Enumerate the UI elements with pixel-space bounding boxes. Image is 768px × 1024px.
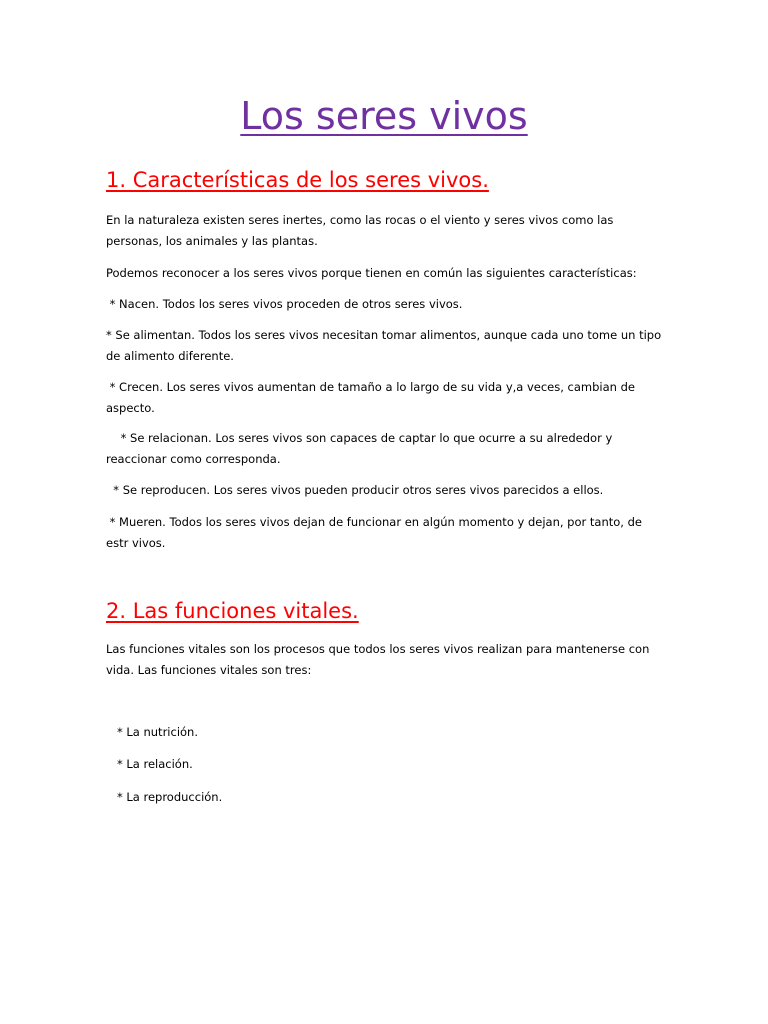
- section-1-lead: Podemos reconocer a los seres vivos porque tienen en común las siguientes características:: [106, 266, 637, 280]
- characteristic-item-mueren: * Mueren. Todos los seres vivos dejan de funcionar en algún momento y dejan, por tanto, de estr vivos.: [106, 515, 646, 550]
- characteristic-item-reproducen: * Se reproducen. Los seres vivos pueden producir otros seres vivos parecidos a ellos.: [106, 483, 604, 497]
- section-1-intro: En la naturaleza existen seres inertes, como las rocas o el viento y seres vivos como las personas, los animales y las plantas.: [106, 213, 614, 248]
- section-2-intro: Las funciones vitales son los procesos que todos los seres vivos realizan para mantenerse con vida. Las funciones vitales son tres:: [106, 642, 650, 677]
- vital-function-item-reproduccion: * La reproducción.: [106, 790, 223, 804]
- characteristic-item-alimentan: * Se alimentan. Todos los seres vivos necesitan tomar alimentos, aunque cada uno tome un tipo de alimento diferente.: [106, 328, 665, 363]
- section-1-heading: 1. Características de los seres vivos.: [106, 168, 489, 192]
- characteristic-item-nacen: * Nacen. Todos los seres vivos proceden de otros seres vivos.: [106, 297, 463, 311]
- section-2-heading: 2. Las funciones vitales.: [106, 599, 359, 623]
- vital-function-item-nutricion: * La nutrición.: [106, 725, 198, 739]
- characteristic-item-relacionan: * Se relacionan. Los seres vivos son capaces de captar lo que ocurre a su alrededor y reaccionar como corresponda.: [106, 431, 616, 466]
- characteristic-item-crecen: * Crecen. Los seres vivos aumentan de tamaño a lo largo de su vida y,a veces, cambian de aspecto.: [106, 380, 639, 415]
- vital-function-item-relacion: * La relación.: [106, 757, 193, 771]
- page-title: Los seres vivos: [240, 94, 528, 138]
